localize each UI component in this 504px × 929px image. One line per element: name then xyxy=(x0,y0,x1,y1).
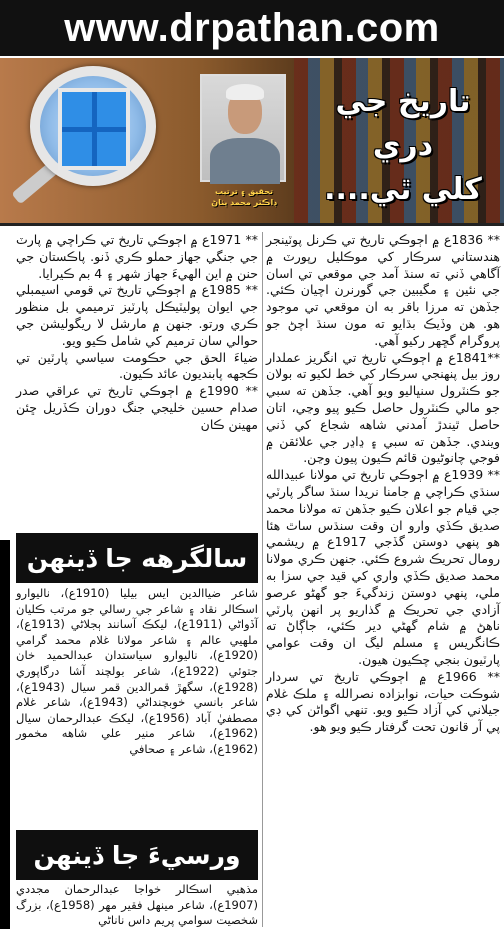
death-anniversaries-heading: ورسيءَ جا ڏينهن xyxy=(16,830,258,880)
author-credit xyxy=(196,186,292,208)
author-credit-label: تحقيق ۽ ترتيب xyxy=(215,187,273,196)
birthdays-heading: سالگرهه جا ڏينهن xyxy=(16,533,258,583)
column-title xyxy=(308,80,498,212)
site-url-banner xyxy=(0,0,504,56)
author-portrait xyxy=(200,74,286,182)
history-entry-1841: **1841ع ۾ اڄوڪي تاريخ تي انگريز عملدار روز بيل پنهنجي سرڪار کي خط لکيو ته بولان جو ڪنٽرول سنڀاليو ويو آهي. جڏهن ته سبي جو مالي ڪنٽرول حاصل ڪيو پيو وڃي، اتان حاصل ٿيندڙ آمدني شاهه شجاع کي ڏني ويندي. جڏهن ته سبي ۽ ڍاڍر جي علائقن ۾ فوجي چانوڻيون قائم ڪيون پيون وڃن. xyxy=(266,349,500,466)
history-entry-1971: ** 1971ع ۾ اڄوڪي تاريخ تي ڪراچي ۾ پارٽ جي جنگي جهاز حملو ڪري ڏنو. پاڪستان جي حنن ۾ اين الهيءَ جهاز شهر ۽ 4 بم ڪيرايا. xyxy=(16,232,258,281)
column-title-line2: کلي ٿي.... xyxy=(324,172,482,207)
history-entry-1990: ** 1990ع ۾ اڄوڪي تاريخ تي عراقي صدر صدام حسين خليجي جنگ دوران ڪڏريل ڇئن مهينن ڪان xyxy=(16,383,258,432)
history-entry-1939: ** 1939ع ۾ اڄوڪي تاريخ تي مولانا عبيدالله سنڌي ڪراچي ۾ جامنا نريدا سنڌ ساگر پارٽي جي قيام جو اعلان ڪيو جڏهن ته مولانا محمد صديق ڪڏي وارو ان وقت سنڌس ساٿ هئا هو پنهي دوستن گڏجي 1917ع ۾ ريشمي رومال تحريڪ شروع ڪئي. جنهن ڪري مولانا محمد صديق ڪڏي واري کي قيد جي سزا به ملي، پنهي دوستن زندگيءَ جو گهڻو عرصو آزادي جي تحريڪ ۾ گذاريو پر انهن پارٽي ناهڻ ۾ شام گهڻي دير ڪئي، جاڳاڻ ته ڪانگريس ۽ مسلم ليگ ان وقت عوامي پارٽيون بنجي چڪيون هيون. xyxy=(266,467,500,667)
column-divider xyxy=(262,232,263,927)
site-url: www.drpathan.com xyxy=(64,5,440,50)
left-edge-bar xyxy=(0,540,10,929)
birthdays-list: شاعر ضياالدين ايس بيليا (1910ع)، ناليوارو اسڪالر نقاد ۽ شاعر جي رسالي جو مرتب ڪليان آڏواڻي (1911ع)، ليکڪ آسانند ٻجلاڻي (1913ع)، ملهيي عالم ۽ شاعر مولانا غلام محمد گرامي (1920ع)، ناليوارو سياستدان عبدالحميد خان جتوئي (1922ع)، شاعر بولچند آشا درگاپوري (1928ع)، سگهڙ قمرالدين قمر سيال (1943ع)، شاعر بانسي خوبچنداڻي (1943ع)، شاعر غلام مصطفيٰ آباد (1956ع)، ليکڪ عبدالرحمان سيال (1962ع)، شاعر منير علي شاهه مخمور (1962ع)، شاعر ۽ صحافي xyxy=(16,586,258,756)
right-column xyxy=(266,232,500,736)
column-title-line1: تاريخ جي دري xyxy=(335,84,471,163)
history-entry-1836: ** 1836ع ۾ اڄوڪي تاريخ تي ڪرنل پوٽينجر هندستاني سرڪار کي موڪليل رپورٽ ۾ آگاهي ڏني ته سنڌ آمد جي موقعي تي اسان جي نئين ۽ مگيبين جي گورنرن اچيان ڪئي. جڏهن ته مرزا باقر به ان موقعي تي موجود هو. هن وڏيڪ بڌايو ته مون سنڌ اچڻ جو پروگرام گڇهر رکيو آهي. xyxy=(266,232,500,348)
author-name: ڊاڪٽر محمد پٺاڻ xyxy=(211,198,277,207)
death-anniversaries-list: مذهبي اسڪالر خواجا عبدالرحمان مجددي (1907ع)، شاعر مينهل فقير مهر (1958ع)، بزرگ شخصيت سوامي پريم داس ناناڻي xyxy=(16,882,259,928)
history-entry-1985-cont: ضياءَ الحق جي حڪومت سياسي پارٽين تي ڪجهه پابنديون عائد ڪيون. xyxy=(16,349,258,382)
window-icon xyxy=(58,88,130,170)
history-entry-1985: ** 1985ع ۾ اڄوڪي تاريخ تي قومي اسيمبلي جي ايوان پوليٽيڪل پارٽيز ترميمي بل منظور ڪري ورتو. جنهن ۾ مارشل لا ريگوليشن جي حوالي سان ترميم کي شامل ڪيو ويو. xyxy=(16,282,258,348)
history-entry-1966: ** 1966ع ۾ اڄوڪي تاريخ تي سردار شوڪت حيات، نوابزاده نصرالله ۽ ملڪ غلام جيلاني کي آزاد ڪيو ويو. تنهي اگواڻن کي ڊي پي آر قانون تحت گرفتار ڪيو ويو هو. xyxy=(266,668,500,735)
column-header-banner xyxy=(0,58,504,226)
left-column xyxy=(16,232,258,434)
